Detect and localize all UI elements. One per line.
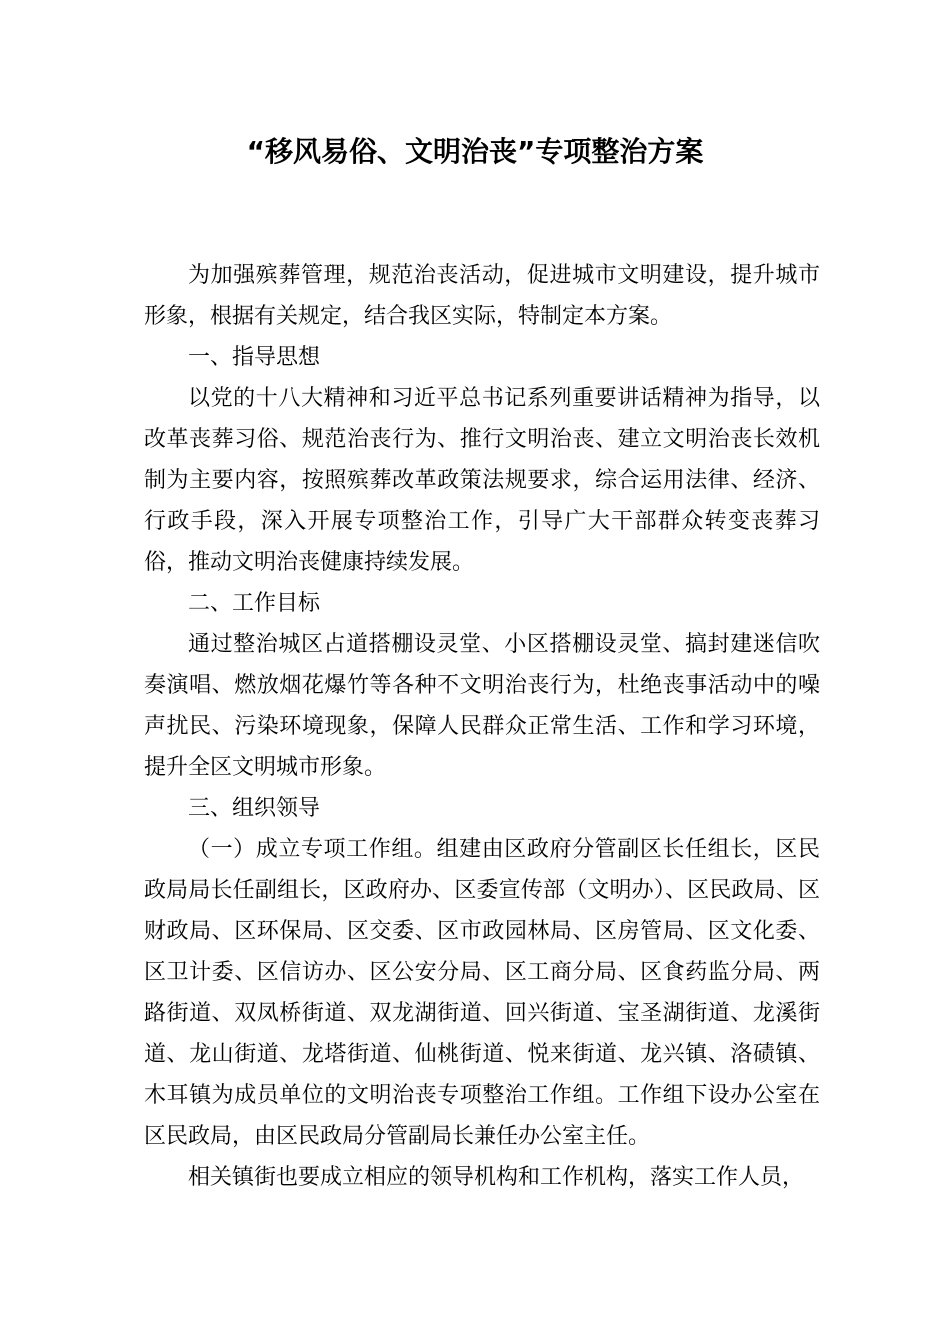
town-street-paragraph: 相关镇街也要成立相应的领导机构和工作机构，落实工作人员，: [188, 1165, 805, 1190]
section-heading-organization: 三、组织领导: [188, 796, 321, 821]
section-heading-work-goals: 二、工作目标: [188, 591, 321, 616]
guiding-ideology-paragraph: 以党的十八大精神和习近平总书记系列重要讲话精神为指导，以改革丧葬习俗、规范治丧行为、推行文明治丧、建立文明治丧长效机制为主要内容，按照殡葬改革政策法规要求，综合运用法律、经济、行政手段，深入开展专项整治工作，引导广大干部群众转变丧葬习俗，推动文明治丧健康持续发展。: [144, 386, 820, 575]
document-body: [144, 255, 820, 1198]
work-goals-paragraph: 通过整治城区占道搭棚设灵堂、小区搭棚设灵堂、搞封建迷信吹奏演唱、燃放烟花爆竹等各种不文明治丧行为，杜绝丧事活动中的噪声扰民、污染环境现象，保障人民群众正常生活、工作和学习环境，提升全区文明城市形象。: [144, 632, 820, 780]
intro-paragraph: 为加强殡葬管理，规范治丧活动，促进城市文明建设，提升城市形象，根据有关规定，结合我区实际，特制定本方案。: [144, 263, 820, 329]
section-heading-guiding-ideology: 一、指导思想: [188, 345, 321, 370]
organization-paragraph: （一）成立专项工作组。组建由区政府分管副区长任组长，区民政局局长任副组长，区政府办、区委宣传部（文明办）、区民政局、区财政局、区环保局、区交委、区市政园林局、区房管局、区文化委、区卫计委、区信访办、区公安分局、区工商分局、区食药监分局、两路街道、双凤桥街道、双龙湖街道、回兴街道、宝圣湖街道、龙溪街道、龙山街道、龙塔街道、仙桃街道、悦来街道、龙兴镇、洛碛镇、木耳镇为成员单位的文明治丧专项整治工作组。工作组下设办公室在区民政局，由区民政局分管副局长兼任办公室主任。: [144, 837, 820, 1149]
document-title: “移风易俗、文明治丧”专项整治方案: [246, 135, 704, 168]
